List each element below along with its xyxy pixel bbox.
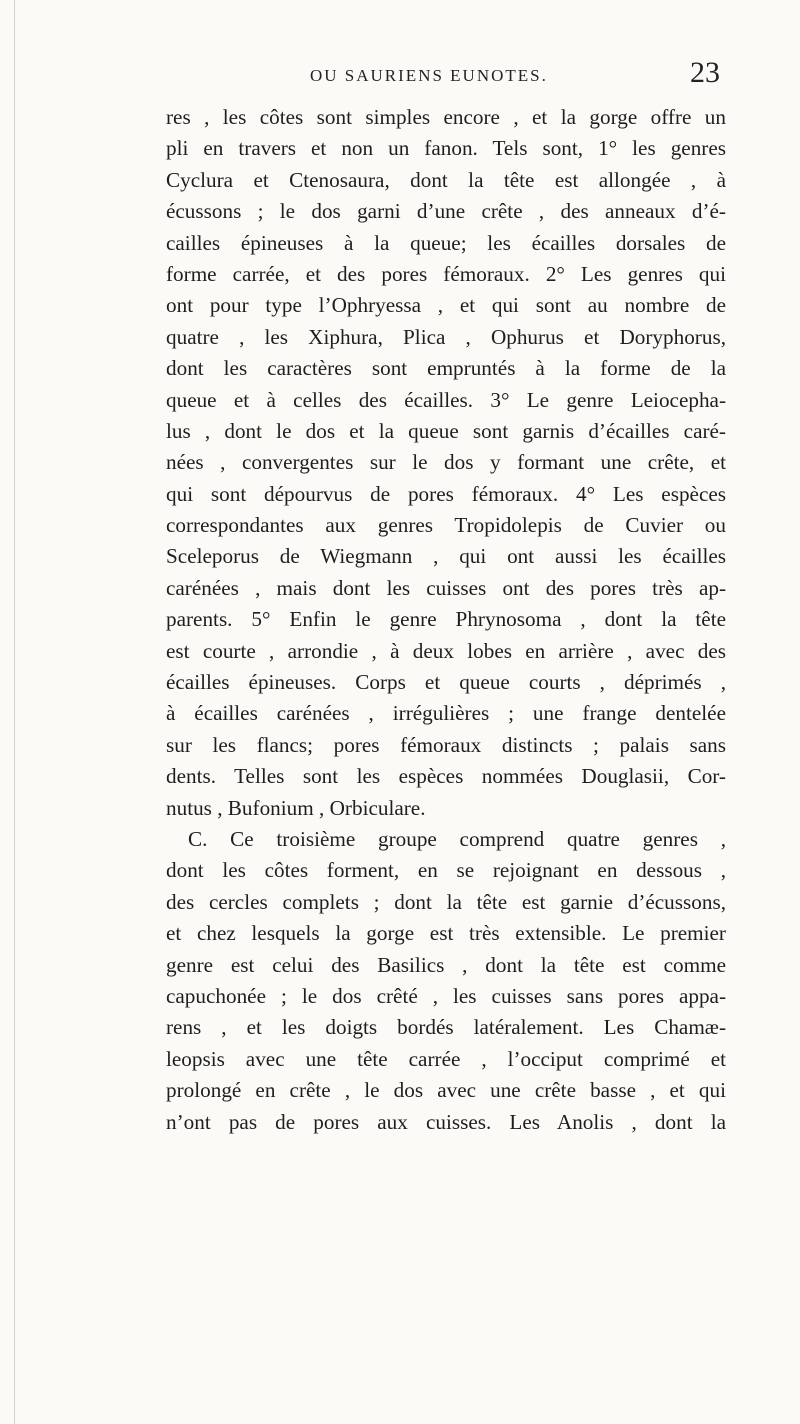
text-line: nutus , Bufonium , Orbiculare. — [166, 795, 426, 820]
text-line: dents. Telles sont les espèces nommées Douglasii, Cor- — [166, 764, 726, 789]
text-line: n’ont pas de pores aux cuisses. Les Anolis , dont la — [166, 1109, 726, 1134]
text-line: à écailles carénées , irrégulières ; une frange dentelée — [166, 701, 726, 726]
text-line: est courte , arrondie , à deux lobes en arrière , avec des — [166, 638, 726, 663]
text-line: forme carrée, et des pores fémoraux. 2° Les genres qui — [166, 261, 726, 286]
text-line: prolongé en crête , le dos avec une crête basse , et qui — [166, 1078, 726, 1103]
text-line: dont les caractères sont empruntés à la forme de la — [166, 356, 726, 381]
text-line: dont les côtes forment, en se rejoignant en dessous , — [166, 858, 726, 883]
text-line: Sceleporus de Wiegmann , qui ont aussi les écailles — [166, 544, 726, 569]
text-line: nées , convergentes sur le dos y formant une crête, et — [166, 450, 726, 475]
text-line: queue et à celles des écailles. 3° Le genre Leiocepha- — [166, 387, 726, 412]
text-line: rens , et les doigts bordés latéralement. Les Chamæ- — [166, 1015, 726, 1040]
text-line: parents. 5° Enfin le genre Phrynosoma , dont la tête — [166, 607, 726, 632]
text-line: écussons ; le dos garni d’une crête , des anneaux d’é- — [166, 199, 726, 224]
text-line: genre est celui des Basilics , dont la tête est comme — [166, 952, 726, 977]
page-edge-rule — [14, 0, 15, 1424]
page-header — [180, 56, 720, 96]
text-line: capuchonée ; le dos crêté , les cuisses sans pores appa- — [166, 983, 726, 1008]
body-text — [166, 102, 726, 1138]
text-line: sur les flancs; pores fémoraux distincts ; palais sans — [166, 732, 726, 757]
text-line: lus , dont le dos et la queue sont garnis d’écailles caré- — [166, 418, 726, 443]
text-line: quatre , les Xiphura, Plica , Ophurus et Doryphorus, — [166, 324, 726, 349]
text-line: C. Ce troisième groupe comprend quatre genres , — [188, 826, 726, 851]
text-line: pli en travers et non un fanon. Tels sont, 1° les genres — [166, 136, 726, 161]
text-line: Cyclura et Ctenosaura, dont la tête est allongée , à — [166, 167, 726, 192]
text-line: cailles épineuses à la queue; les écailles dorsales de — [166, 230, 726, 255]
text-line: écailles épineuses. Corps et queue courts , déprimés , — [166, 670, 726, 695]
text-line: ont pour type l’Ophryessa , et qui sont au nombre de — [166, 293, 726, 318]
text-line: des cercles complets ; dont la tête est garnie d’écussons, — [166, 889, 726, 914]
text-line: qui sont dépourvus de pores fémoraux. 4° Les espèces — [166, 481, 726, 506]
text-line: leopsis avec une tête carrée , l’occiput comprimé et — [166, 1046, 726, 1071]
text-line: carénées , mais dont les cuisses ont des pores très ap- — [166, 575, 726, 600]
text-line: correspondantes aux genres Tropidolepis de Cuvier ou — [166, 513, 726, 538]
running-title: OU SAURIENS EUNOTES. — [310, 66, 548, 85]
text-line: res , les côtes sont simples encore , et la gorge offre un — [166, 105, 726, 129]
page-number: 23 — [690, 56, 720, 89]
text-line: et chez lesquels la gorge est très extensible. Le premier — [166, 921, 726, 946]
